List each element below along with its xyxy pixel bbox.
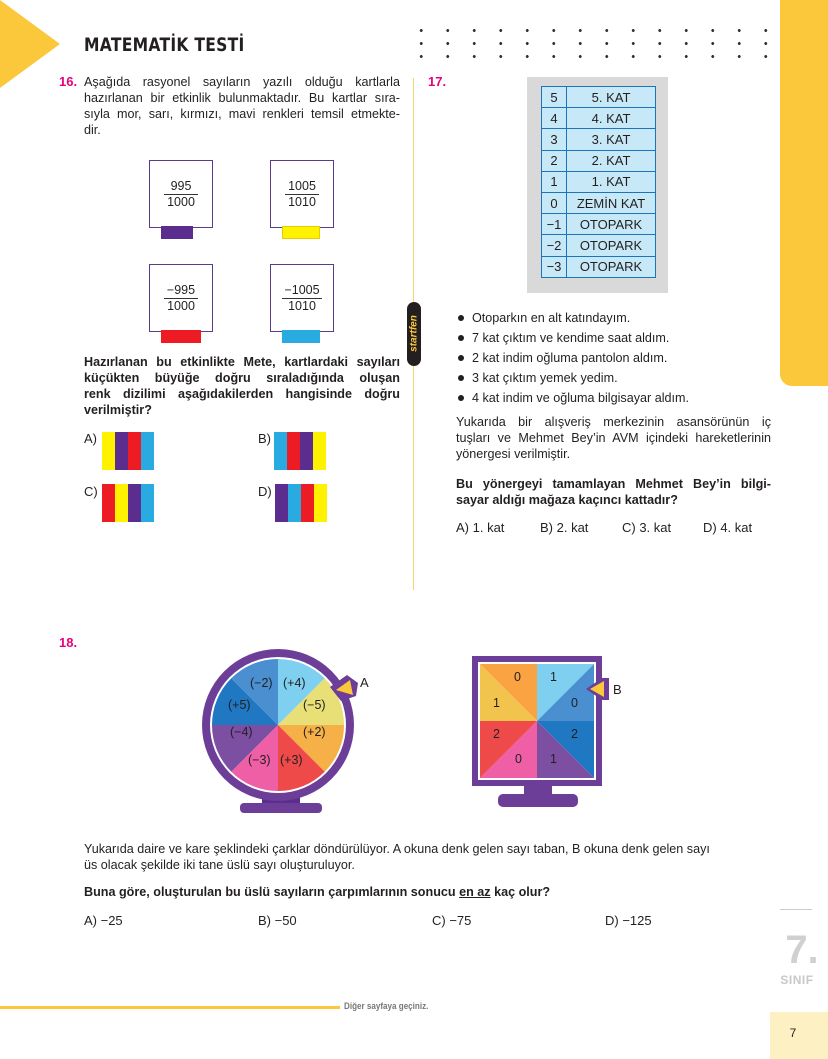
table-row: 3 3. KAT	[542, 129, 656, 150]
cell-label: 0	[571, 696, 578, 710]
sector-label: (−2)	[250, 676, 273, 690]
circle-spinner	[200, 645, 390, 825]
card-purple: $\frac{995}{1000}$	[149, 160, 213, 228]
color-swatch	[287, 432, 300, 470]
q16-number: 16.	[59, 74, 78, 89]
color-swatch	[301, 484, 314, 522]
page-title: MATEMATİK TESTİ	[84, 34, 245, 56]
q16-option-c[interactable]: C)	[84, 484, 98, 499]
cell-label: 2	[493, 727, 500, 741]
color-swatch	[288, 484, 301, 522]
table-row: −2 OTOPARK	[542, 235, 656, 256]
table-row: 0 ZEMİN KAT	[542, 192, 656, 213]
pointer-a-label: A	[360, 675, 369, 690]
next-page-note: Diğer sayfaya geçiniz.	[344, 1001, 429, 1012]
q17-info: Yukarıda bir alışveriş merkezinin asansörünün iç tuşları ve Mehmet Bey’in AVM içindeki hareketlerinin yönergesi verilmiştir.	[456, 415, 771, 461]
q18-question: Buna göre, oluşturulan bu üslü sayıların çarpımlarının sonucu en az kaç olur?	[84, 885, 551, 899]
q17-number: 17.	[428, 74, 447, 89]
q18-option-a[interactable]: A) −25	[84, 913, 123, 928]
sector-label: (+5)	[228, 698, 251, 712]
grade-divider	[780, 909, 812, 910]
card-yellow-tab	[282, 226, 320, 239]
color-swatch	[128, 484, 141, 522]
footer-line	[0, 1006, 340, 1009]
page-number: 7	[789, 1026, 797, 1040]
color-swatch	[314, 484, 327, 522]
elevator-table	[541, 86, 656, 278]
q16-option-c-colors	[102, 484, 154, 522]
q17-question: Bu yönergeyi tamamlayan Mehmet Bey’in bilgi- sayar aldığı mağaza kaçıncı kattadır?	[456, 477, 771, 507]
color-swatch	[102, 484, 115, 522]
q18-option-b[interactable]: B) −50	[258, 913, 297, 928]
side-accent-bar	[780, 0, 828, 386]
color-swatch	[141, 432, 154, 470]
table-row: 2 2. KAT	[542, 150, 656, 171]
q17-option-a[interactable]: A) 1. kat	[456, 520, 505, 535]
q16-question: Hazırlanan bu etkinlikte Mete, kartlardaki sayıları küçükten büyüğe doğru sıraladığında oluşan renk dizilimi aşağıdakilerden hangisinde doğru verilmiştir?	[84, 355, 400, 417]
card-red-tab	[161, 330, 201, 343]
sector-label: (+4)	[283, 676, 306, 690]
color-swatch	[300, 432, 313, 470]
q17-option-c[interactable]: C) 3. kat	[622, 520, 672, 535]
list-item: 4 kat indim ve oğluma bilgisayar aldım.	[455, 388, 689, 408]
q16-option-d-colors	[275, 484, 327, 522]
sector-label: (−3)	[248, 753, 271, 767]
publisher-logo: startfen	[407, 302, 421, 366]
color-swatch	[274, 432, 287, 470]
q16-option-d[interactable]: D)	[258, 484, 272, 499]
sector-label: (−4)	[230, 725, 253, 739]
q16-intro: Aşağıda rasyonel sayıların yazılı olduğu kartlarla hazırlanan bir etkinlik bulunmaktadır. Bu kartlar sıra- sıyla mor, sarı, kırmızı, mavi renkleri temsil etmekte- dir.	[84, 75, 400, 137]
card-blue-tab	[282, 330, 320, 343]
cell-label: 0	[515, 752, 522, 766]
color-swatch	[115, 432, 128, 470]
square-spinner	[468, 652, 638, 817]
q16-option-a[interactable]: A)	[84, 431, 97, 446]
list-item: 3 kat çıktım yemek yedim.	[455, 368, 689, 388]
card-blue: $\frac{-1005}{1010}$	[270, 264, 334, 332]
sector-label: (+3)	[280, 753, 303, 767]
q17-option-d[interactable]: D) 4. kat	[703, 520, 753, 535]
table-row: −3 OTOPARK	[542, 256, 656, 277]
q18-text: Yukarıda daire ve kare şeklindeki çarklar döndürülüyor. A okuna denk gelen sayı taban, B okuna denk gelen sayı üs olacak şekilde iki tane üslü sayı oluşturuluyor.	[84, 842, 710, 872]
list-item: Otoparkın en alt katındayım.	[455, 308, 689, 328]
q16-option-a-colors	[102, 432, 154, 470]
grade-word: SINIF	[780, 973, 814, 987]
cell-label: 1	[550, 752, 557, 766]
table-row: 1 1. KAT	[542, 171, 656, 192]
list-item: 7 kat çıktım ve kendime saat aldım.	[455, 328, 689, 348]
grade-number: 7.	[785, 928, 819, 972]
q16-option-b-colors	[274, 432, 326, 470]
sector-label: (+2)	[303, 725, 326, 739]
cell-label: 0	[514, 670, 521, 684]
q18-number: 18.	[59, 635, 78, 650]
color-swatch	[141, 484, 154, 522]
cell-label: 2	[571, 727, 578, 741]
table-row: 4 4. KAT	[542, 108, 656, 129]
color-swatch	[102, 432, 115, 470]
q17-option-b[interactable]: B) 2. kat	[540, 520, 589, 535]
cell-label: 1	[493, 696, 500, 710]
q18-option-c[interactable]: C) −75	[432, 913, 472, 928]
q17-steps	[455, 308, 689, 408]
table-row: −1 OTOPARK	[542, 214, 656, 235]
card-purple-tab	[161, 226, 193, 239]
color-swatch	[313, 432, 326, 470]
list-item: 2 kat indim oğluma pantolon aldım.	[455, 348, 689, 368]
card-red: $\frac{-995}{1000}$	[149, 264, 213, 332]
q18-option-d[interactable]: D) −125	[605, 913, 652, 928]
table-row: 5 5. KAT	[542, 87, 656, 108]
elevator-panel	[527, 77, 668, 293]
dot-pattern	[408, 24, 773, 64]
card-yellow: $\frac{1005}{1010}$	[270, 160, 334, 228]
pointer-b-label: B	[613, 682, 622, 697]
sector-label: (−5)	[303, 698, 326, 712]
color-swatch	[115, 484, 128, 522]
color-swatch	[275, 484, 288, 522]
header-decoration	[0, 0, 60, 88]
color-swatch	[128, 432, 141, 470]
cell-label: 1	[550, 670, 557, 684]
q16-option-b[interactable]: B)	[258, 431, 271, 446]
